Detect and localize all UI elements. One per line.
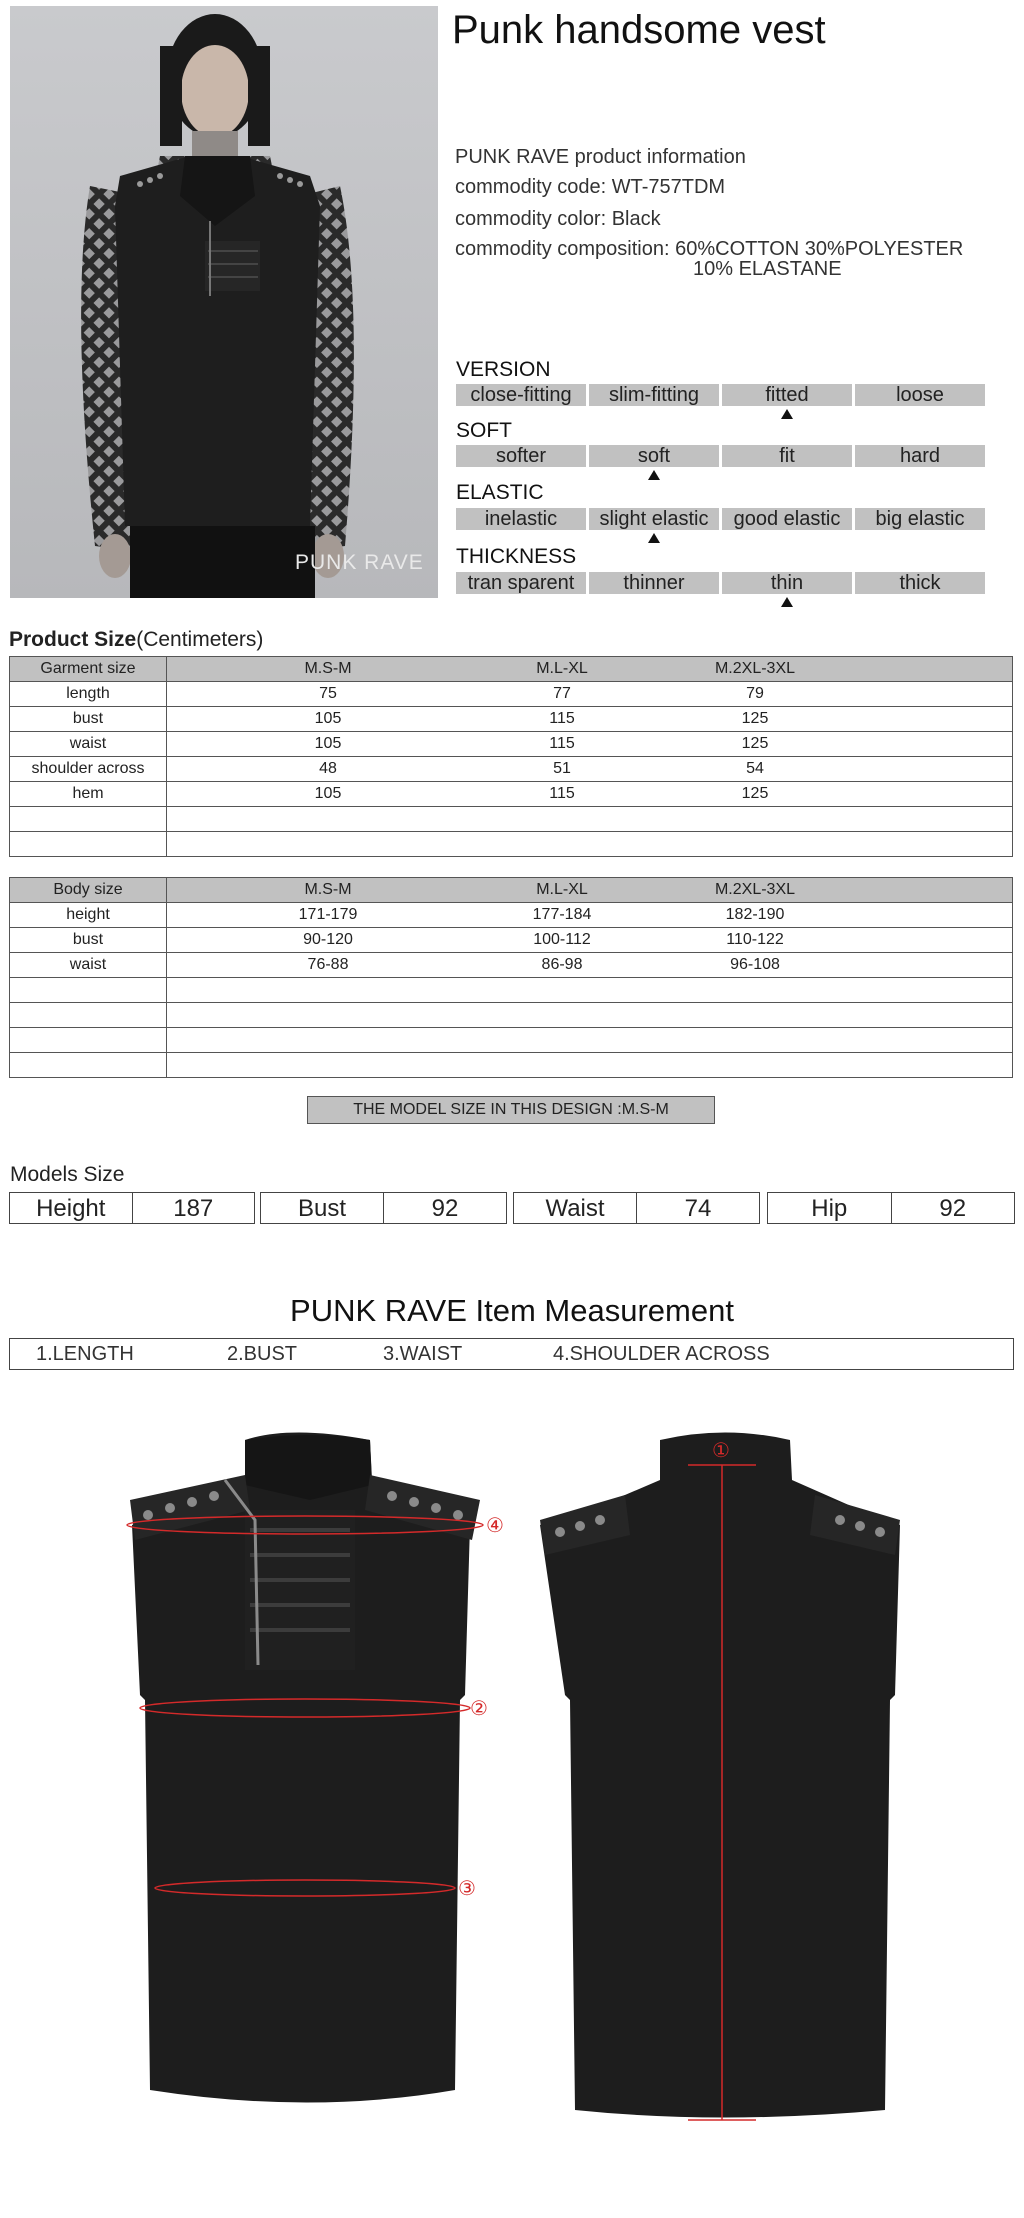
table-cell: 96-108 [730, 956, 780, 973]
table-cell: 115 [549, 735, 575, 752]
models-size-item [513, 1192, 760, 1224]
models-size-label: Waist [545, 1195, 605, 1222]
measurement-item-length: 1.LENGTH [36, 1343, 134, 1365]
attr-option: slight elastic [589, 508, 719, 530]
watermark: PUNK RAVE [295, 551, 424, 574]
code-label: commodity code: [455, 176, 607, 198]
attr-label-version: VERSION [456, 358, 551, 381]
selected-indicator-icon [648, 470, 660, 480]
table-row [10, 1053, 1013, 1078]
table-cell: 115 [549, 785, 575, 802]
composition-line2: 10% ELASTANE [693, 258, 842, 280]
table-cell: 171-179 [298, 906, 358, 923]
body-size-table [9, 877, 1013, 1078]
back-vest-image [540, 1433, 900, 2118]
models-size-item [767, 1192, 1015, 1224]
table-row [10, 928, 1013, 953]
row-values [167, 978, 1013, 1003]
attr-option: close-fitting [456, 384, 586, 406]
table-cell: 51 [553, 760, 571, 777]
table-cell: 54 [746, 760, 764, 777]
attr-option: hard [855, 445, 985, 467]
marker-4: ④ [486, 1513, 504, 1537]
row-values [167, 903, 1013, 928]
attr-option: good elastic [722, 508, 852, 530]
models-size-title: Models Size [10, 1163, 125, 1186]
product-size-unit: (Centimeters) [136, 628, 264, 651]
table-cell: 125 [741, 785, 769, 802]
measurement-item-bust: 2.BUST [227, 1343, 298, 1365]
table-cell: 86-98 [541, 956, 583, 973]
table-cell: M.2XL-3XL [714, 660, 796, 677]
row-values [167, 807, 1013, 832]
models-size-value: 92 [891, 1193, 1015, 1223]
table-cell: 105 [314, 735, 342, 752]
attr-option: loose [855, 384, 985, 406]
attr-option: slim-fitting [589, 384, 719, 406]
table-cell: 90-120 [303, 931, 353, 948]
table-row [10, 832, 1013, 857]
row-label [10, 1053, 167, 1078]
attr-label-elastic: ELASTIC [456, 481, 544, 504]
row-label [10, 1003, 167, 1028]
table-row [10, 1028, 1013, 1053]
row-label [10, 832, 167, 857]
front-vest-image [130, 1433, 480, 2103]
color-label: commodity color: [455, 208, 607, 230]
attr-option: softer [456, 445, 586, 467]
attr-label-thickness: THICKNESS [456, 545, 577, 568]
product-size-title-bold: Product Size [9, 628, 137, 651]
attr-option: big elastic [855, 508, 985, 530]
marker-2: ② [470, 1696, 488, 1720]
row-values [167, 657, 1013, 682]
row-label [10, 1028, 167, 1053]
row-values [167, 878, 1013, 903]
product-photo [10, 6, 438, 598]
row-label [10, 978, 167, 1003]
models-size-item [260, 1192, 507, 1224]
row-values [167, 832, 1013, 857]
attr-option: inelastic [456, 508, 586, 530]
row-label: Garment size [10, 657, 167, 682]
row-values [167, 682, 1013, 707]
table-row [10, 903, 1013, 928]
row-values [167, 1028, 1013, 1053]
row-label: waist [10, 953, 167, 978]
attr-label-soft: SOFT [456, 419, 512, 442]
table-cell: M.L-XL [536, 881, 588, 898]
row-values [167, 782, 1013, 807]
models-size-value: 74 [636, 1193, 759, 1223]
row-label: bust [10, 707, 167, 732]
selected-indicator-icon [648, 533, 660, 543]
measurement-item-waist: 3.WAIST [383, 1343, 463, 1365]
row-values [167, 928, 1013, 953]
table-cell: 105 [314, 785, 342, 802]
row-label: height [10, 903, 167, 928]
table-cell: M.S-M [304, 881, 352, 898]
row-label: Body size [10, 878, 167, 903]
table-header-row [10, 657, 1013, 682]
table-header-row [10, 878, 1013, 903]
info-heading: PUNK RAVE product information [455, 146, 746, 168]
row-values [167, 757, 1013, 782]
selected-indicator-icon [781, 597, 793, 607]
attr-option: soft [589, 445, 719, 467]
commodity-color [455, 208, 661, 231]
attr-option: thick [855, 572, 985, 594]
color-value: Black [611, 208, 661, 230]
table-row [10, 807, 1013, 832]
table-cell: 76-88 [307, 956, 349, 973]
table-cell: 79 [746, 685, 764, 702]
row-values [167, 707, 1013, 732]
product-title: Punk handsome vest [452, 8, 826, 52]
measurement-legend [9, 1338, 1014, 1370]
measurement-item-shoulder: 4.SHOULDER ACROSS [553, 1343, 770, 1365]
attr-option: tran sparent [456, 572, 586, 594]
row-values [167, 953, 1013, 978]
models-size-item [9, 1192, 255, 1224]
row-label [10, 807, 167, 832]
row-values [167, 1053, 1013, 1078]
models-size-label: Height [36, 1195, 106, 1222]
row-values [167, 732, 1013, 757]
table-cell: 77 [553, 685, 571, 702]
product-size-title [9, 628, 263, 652]
composition-line1: 60%COTTON 30%POLYESTER [675, 238, 964, 260]
table-cell: 125 [741, 735, 769, 752]
selected-indicator-icon [781, 409, 793, 419]
row-label: shoulder across [10, 757, 167, 782]
table-row [10, 757, 1013, 782]
table-cell: 125 [741, 710, 769, 727]
table-cell: M.2XL-3XL [714, 881, 796, 898]
table-cell: 115 [549, 710, 575, 727]
marker-1: ① [712, 1438, 730, 1462]
table-row [10, 682, 1013, 707]
models-size-value: 187 [132, 1193, 255, 1223]
row-label: length [10, 682, 167, 707]
table-cell: 105 [314, 710, 342, 727]
attr-option: fit [722, 445, 852, 467]
table-row [10, 1003, 1013, 1028]
models-size-label: Hip [811, 1195, 848, 1222]
table-row [10, 732, 1013, 757]
table-row [10, 953, 1013, 978]
models-size-value: 92 [383, 1193, 506, 1223]
attr-option: thin [722, 572, 852, 594]
model-size-note: THE MODEL SIZE IN THIS DESIGN :M.S-M [307, 1096, 715, 1124]
table-cell: 177-184 [532, 906, 592, 923]
row-label: bust [10, 928, 167, 953]
commodity-code [455, 176, 725, 199]
table-cell: 182-190 [725, 906, 785, 923]
measurement-diagram [0, 1400, 1024, 2150]
table-cell: 75 [319, 685, 337, 702]
table-cell: 100-112 [533, 931, 591, 948]
composition-label: commodity composition: [455, 238, 670, 260]
row-label: hem [10, 782, 167, 807]
row-values [167, 1003, 1013, 1028]
marker-3: ③ [458, 1876, 476, 1900]
row-label: waist [10, 732, 167, 757]
attr-option: fitted [722, 384, 852, 406]
code-value: WT-757TDM [611, 176, 726, 198]
table-row [10, 978, 1013, 1003]
models-size-label: Bust [297, 1195, 347, 1222]
table-row [10, 707, 1013, 732]
table-cell: M.L-XL [536, 660, 588, 677]
measurement-title: PUNK RAVE Item Measurement [290, 1293, 734, 1328]
model-illustration [10, 6, 438, 598]
table-cell: 48 [319, 760, 337, 777]
attr-option: thinner [589, 572, 719, 594]
table-cell: M.S-M [304, 660, 352, 677]
garment-size-table [9, 656, 1013, 857]
table-cell: 110-122 [726, 931, 784, 948]
table-row [10, 782, 1013, 807]
